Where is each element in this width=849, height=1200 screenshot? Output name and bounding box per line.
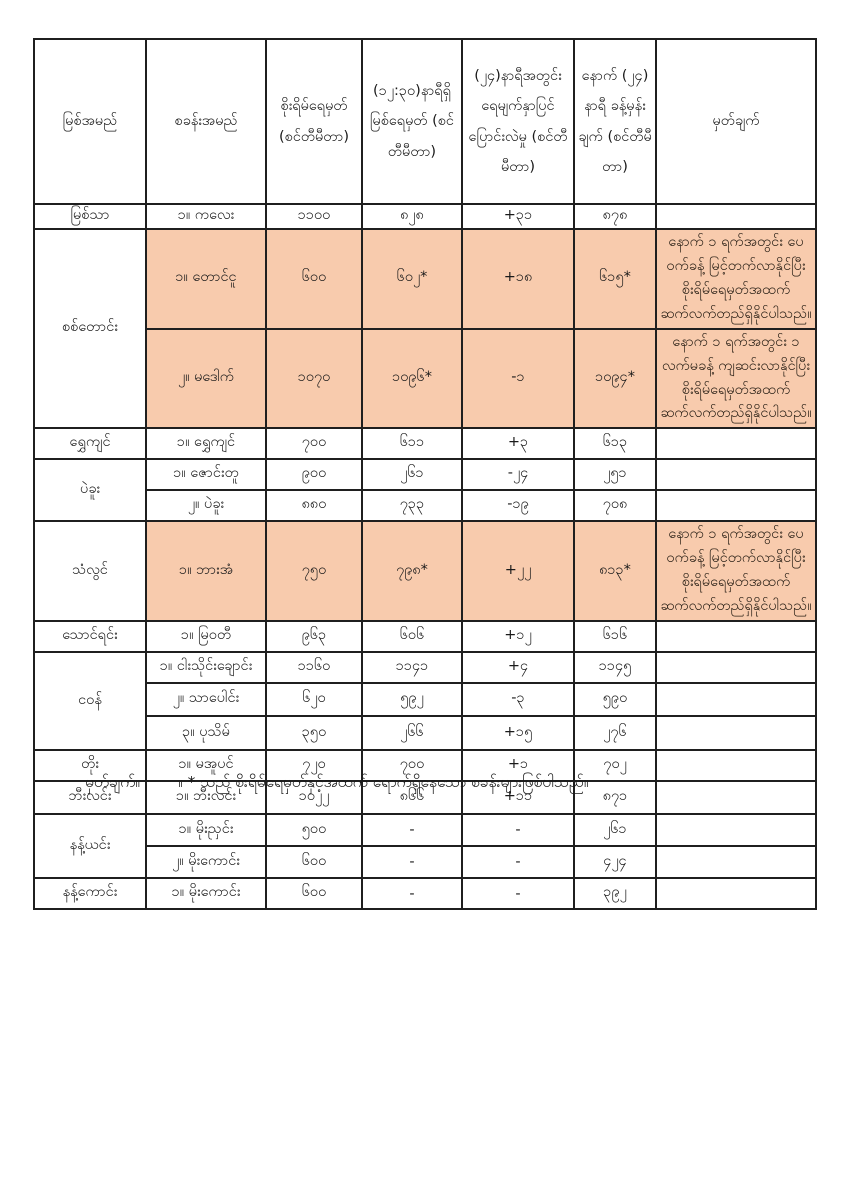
station-cell: ၁။ တောင်ငူ: [146, 229, 266, 329]
footnote-label: မှတ်ချက်။: [85, 773, 140, 791]
forecast-cell: ၂၅၁: [574, 459, 656, 490]
river-name-cell: နန့်ယင်း: [34, 814, 146, 878]
header-station: စခန်းအမည်: [146, 39, 266, 204]
forecast-cell: ၂၆၁: [574, 814, 656, 846]
remark-cell: နောက် ၁ ရက်အတွင်း ပေဝက်ခန့် မြင့်တက်လာနိုင်ပြီး စိုးရိမ်ရေမှတ်အထက် ဆက်လက်တည်ရှိနိုင်ပါသည်။: [656, 229, 816, 329]
remark-cell: [656, 750, 816, 781]
remark-cell: [656, 621, 816, 652]
remark-cell: [656, 652, 816, 683]
change-cell: +၃၁: [462, 204, 574, 229]
change-cell: +၃: [462, 428, 574, 459]
river-name-cell: နန့်ကောင်း: [34, 878, 146, 909]
danger-level-cell: ၈၈၀: [266, 490, 362, 521]
station-cell: ၁။ မိုးညှင်း: [146, 814, 266, 846]
danger-level-cell: ၁၁၆၀: [266, 652, 362, 683]
danger-level-cell: ၇၀၀: [266, 428, 362, 459]
current-level-cell: -: [362, 846, 462, 878]
remark-cell: [656, 428, 816, 459]
footnote-text: ။ * သည် စိုးရိမ်ရေမှတ်နှင့်အထက် ရောက်ရှိနေသော စခန်းများဖြစ်ပါသည်။: [177, 773, 589, 791]
remark-cell: [656, 490, 816, 521]
current-level-cell: ၅၉၂: [362, 683, 462, 716]
change-cell: -: [462, 878, 574, 909]
current-level-cell: ၈၂၈: [362, 204, 462, 229]
change-cell: -၃: [462, 683, 574, 716]
station-cell: ၁။ ဇောင်းတူ: [146, 459, 266, 490]
station-cell: ၁။ ငါးသိုင်းချောင်း: [146, 652, 266, 683]
current-level-cell: -: [362, 878, 462, 909]
remark-cell: နောက် ၁ ရက်အတွင်း ပေဝက်ခန့် မြင့်တက်လာနိုင်ပြီး စိုးရိမ်ရေမှတ်အထက် ဆက်လက်တည်ရှိနိုင်ပါသည်။: [656, 521, 816, 621]
table-row: [34, 521, 816, 621]
station-cell: ၃။ ပုသိမ်: [146, 716, 266, 750]
table-row: [34, 204, 816, 229]
table-row: [34, 716, 816, 750]
table-row: [34, 229, 816, 329]
station-cell: ၂။ သာပေါင်း: [146, 683, 266, 716]
station-cell: ၁။ မြဝတီ: [146, 621, 266, 652]
river-name-cell: သောင်ရင်း: [34, 621, 146, 652]
change-cell: +၁၁: [462, 781, 574, 814]
table-row: [34, 683, 816, 716]
forecast-cell: ၄၂၄: [574, 846, 656, 878]
change-cell: -၁၉: [462, 490, 574, 521]
table-row: [34, 621, 816, 652]
table-row: [34, 329, 816, 429]
danger-level-cell: ၇၅၀: [266, 521, 362, 621]
forecast-cell: ၈၇၁: [574, 781, 656, 814]
current-level-cell: ၁၀၉၆*: [362, 329, 462, 429]
current-level-cell: ၆၀၆: [362, 621, 462, 652]
station-cell: ၁။ ဘီးလင်း: [146, 781, 266, 814]
danger-level-cell: ၆၀၀: [266, 878, 362, 909]
current-level-cell: ၇၃၃: [362, 490, 462, 521]
danger-level-cell: ၉၀၀: [266, 459, 362, 490]
remark-cell: [656, 814, 816, 846]
current-level-cell: ၇၉၈*: [362, 521, 462, 621]
remark-cell: [656, 204, 816, 229]
current-level-cell: ၂၆၆: [362, 716, 462, 750]
change-cell: +၁: [462, 750, 574, 781]
danger-level-cell: ၆၀၀: [266, 229, 362, 329]
station-cell: ၁။ မအူပင်: [146, 750, 266, 781]
station-cell: ၁။ ဘားအံ: [146, 521, 266, 621]
danger-level-cell: ၆၀၀: [266, 846, 362, 878]
danger-level-cell: ၅၀၀: [266, 814, 362, 846]
change-cell: -၂၄: [462, 459, 574, 490]
station-cell: ၂။ မိုးကောင်း: [146, 846, 266, 878]
station-cell: ၁။ ရွှေကျင်: [146, 428, 266, 459]
table-row: [34, 490, 816, 521]
forecast-cell: ၃၉၂: [574, 878, 656, 909]
header-24h-change: (၂၄)နာရီအတွင်း ရေမျက်နှာပြင် ပြောင်းလဲမှု (စင်တီမီတာ): [462, 39, 574, 204]
header-danger-level: စိုးရိမ်ရေမှတ် (စင်တီမီတာ): [266, 39, 362, 204]
header-river: မြစ်အမည်: [34, 39, 146, 204]
remark-cell: [656, 878, 816, 909]
header-forecast: နောက် (၂၄) နာရီ ခန့်မှန်းချက် (စင်တီမီ တာ): [574, 39, 656, 204]
remark-cell: [656, 683, 816, 716]
header-row: [34, 39, 816, 204]
danger-level-cell: ၇၂၀: [266, 750, 362, 781]
current-level-cell: ၁၁၄၁: [362, 652, 462, 683]
change-cell: -: [462, 846, 574, 878]
danger-level-cell: ၁၁၀၀: [266, 204, 362, 229]
river-name-cell: ပဲခူး: [34, 459, 146, 521]
forecast-cell: ၆၁၅*: [574, 229, 656, 329]
remark-cell: [656, 459, 816, 490]
header-remark: မှတ်ချက်: [656, 39, 816, 204]
remark-cell: [656, 716, 816, 750]
table-row: [34, 652, 816, 683]
river-name-cell: သံလွင်: [34, 521, 146, 621]
remark-cell: နောက် ၁ ရက်အတွင်း ၁ လက်မခန့် ကျဆင်းလာနိုင်ပြီး စိုးရိမ်ရေမှတ်အထက် ဆက်လက်တည်ရှိနိုင်ပါသည်။: [656, 329, 816, 429]
danger-level-cell: ၁၀၂၂: [266, 781, 362, 814]
table-row: [34, 459, 816, 490]
change-cell: +၄: [462, 652, 574, 683]
current-level-cell: ၈၆၆: [362, 781, 462, 814]
danger-level-cell: ၆၂၀: [266, 683, 362, 716]
river-name-cell: တိုး: [34, 750, 146, 781]
change-cell: -: [462, 814, 574, 846]
change-cell: +၁၅: [462, 716, 574, 750]
forecast-cell: ၂၇၆: [574, 716, 656, 750]
danger-level-cell: ၁၀၇၀: [266, 329, 362, 429]
table-row: [34, 814, 816, 846]
station-cell: ၂။ ပဲခူး: [146, 490, 266, 521]
forecast-cell: ၈၇၈: [574, 204, 656, 229]
header-current-level: (၁၂:၃၀)နာရီရှိ မြစ်ရေမှတ် (စင်တီမီတာ): [362, 39, 462, 204]
forecast-cell: ၈၁၃*: [574, 521, 656, 621]
remark-cell: [656, 781, 816, 814]
forecast-cell: ၁၀၉၄*: [574, 329, 656, 429]
station-cell: ၂။ မဒေါက်: [146, 329, 266, 429]
forecast-cell: ၆၁၆: [574, 621, 656, 652]
footnote: [85, 772, 588, 795]
river-name-cell: စစ်တောင်း: [34, 229, 146, 428]
danger-level-cell: ၃၅၀: [266, 716, 362, 750]
river-name-cell: ငဝန်: [34, 652, 146, 750]
current-level-cell: ၆၀၂*: [362, 229, 462, 329]
forecast-cell: ၇၀၈: [574, 490, 656, 521]
table-row: [34, 428, 816, 459]
station-cell: ၁။ ကလေး: [146, 204, 266, 229]
change-cell: +၂၂: [462, 521, 574, 621]
current-level-cell: ၂၆၁: [362, 459, 462, 490]
river-name-cell: ရွှေကျင်: [34, 428, 146, 459]
change-cell: +၁၈: [462, 229, 574, 329]
change-cell: +၁၂: [462, 621, 574, 652]
current-level-cell: ၆၁၁: [362, 428, 462, 459]
river-name-cell: မြစ်သာ: [34, 204, 146, 229]
table-row: [34, 878, 816, 909]
current-level-cell: ၇၀၀: [362, 750, 462, 781]
forecast-cell: ၁၁၄၅: [574, 652, 656, 683]
remark-cell: [656, 846, 816, 878]
river-name-cell: ဘီးလင်း: [34, 781, 146, 814]
danger-level-cell: ၉၆၃: [266, 621, 362, 652]
forecast-cell: ၅၉၀: [574, 683, 656, 716]
forecast-cell: ၆၁၃: [574, 428, 656, 459]
table-row: [34, 846, 816, 878]
current-level-cell: -: [362, 814, 462, 846]
station-cell: ၁။ မိုးကောင်း: [146, 878, 266, 909]
change-cell: -၁: [462, 329, 574, 429]
forecast-cell: ၇၀၂: [574, 750, 656, 781]
